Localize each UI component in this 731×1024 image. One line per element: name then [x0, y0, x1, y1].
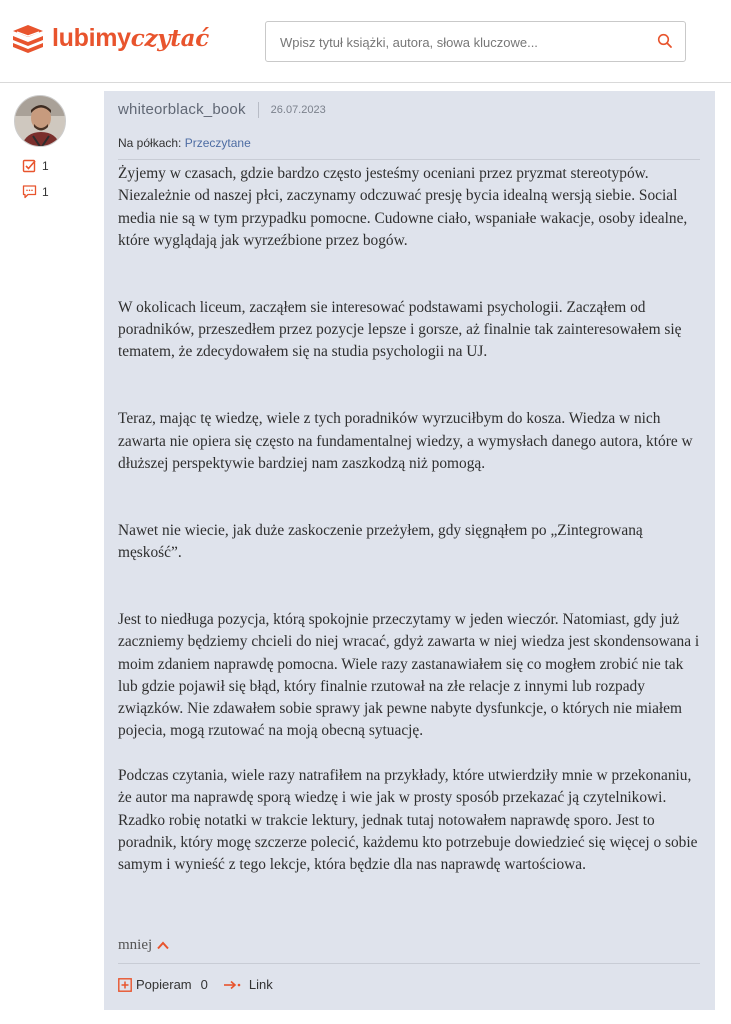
- plus-box-icon: [118, 978, 132, 992]
- review-paragraph: Żyjemy w czasach, gdzie bardzo często jesteśmy oceniani przez pryzmat stereotypów. Niezależnie od naszej płci, zaczynamy odczuwać presję bycia idealną wersją siebie. Social media nie są w tym przypadku pomocne. Cudowne ciało, wspaniałe wakacje, osoby idealne, które wyglądają jak wyrzeźbione przez bogów.: [118, 165, 688, 249]
- stat-read-books[interactable]: [22, 158, 49, 173]
- search-icon[interactable]: [657, 33, 673, 49]
- collapse-label: mniej: [118, 937, 153, 953]
- support-button[interactable]: [118, 977, 192, 992]
- logo-text-part1: lubimy: [52, 23, 131, 52]
- checkbox-icon: [22, 158, 37, 173]
- stat-comment-count: 1: [42, 184, 49, 199]
- site-header: [0, 0, 731, 83]
- support-count: 0: [200, 977, 208, 992]
- shelf-info: [118, 136, 251, 150]
- logo-text: [52, 24, 209, 53]
- meta-divider: [258, 102, 259, 118]
- avatar-image: [15, 96, 66, 147]
- link-button[interactable]: [223, 977, 273, 992]
- chevron-up-icon: [157, 941, 169, 950]
- review-paragraph: Jest to niedługa pozycja, którą spokojnie przeczytamy w jeden wieczór. Natomiast, gdy już zaczniemy będziemy chcieli do niej wracać, gdyż zawarta w niej wiedza jest skondensowana i moim zdaniem naprawdę pomocna. Wiele razy zastanawiałem się co mogłem zrobić nie tak lub gdzie pojawił się błąd, który finalnie rzutował na złe relacje z innymi lub rozpady związków. Nie zdawałem sobie sprawy jak pewne nabyte dysfunkcje, o których nie miałem pojecia, mogą rzutować na moją obecną sytuację.: [118, 610, 700, 740]
- logo-text-part2: czytać: [130, 24, 209, 52]
- search-input[interactable]: [278, 22, 642, 63]
- stat-read-count: 1: [42, 158, 49, 173]
- shelf-label: Na półkach:: [118, 136, 182, 150]
- review-date: 26.07.2023: [270, 103, 326, 116]
- review-username[interactable]: whiteorblack_book: [118, 101, 246, 118]
- user-avatar[interactable]: [14, 95, 66, 147]
- comment-icon: [22, 184, 37, 199]
- review-meta: [118, 101, 326, 118]
- site-logo[interactable]: [10, 22, 209, 54]
- collapse-toggle[interactable]: [118, 937, 169, 954]
- review-paragraph: Teraz, mając tę wiedzę, wiele z tych poradników wyrzuciłbym do kosza. Wiedza w nich zawarta nie opiera się często na fundamentalnej wiedzy, a wymysłach danego autora, które w dłuższej perspektywie bardziej nam zaszkodzą niż pomogą.: [118, 410, 693, 472]
- review-text: [118, 163, 702, 877]
- review-card: [104, 91, 715, 1010]
- review-actions: [118, 977, 273, 992]
- review-paragraph: Nawet nie wiecie, jak duże zaskoczenie przeżyłem, gdy sięgnąłem po „Zintegrowaną męskość”.: [118, 521, 643, 562]
- review-paragraph: W okolicach liceum, zacząłem sie interesować podstawami psychologii. Zacząłem od poradników, przeszedłem przez pozycje lepsze i gorsze, aż finalnie tak zainteresowałem się tematem, że zdecydowałem się na studia psychologii na UJ.: [118, 298, 682, 361]
- stat-comments[interactable]: [22, 184, 49, 199]
- search-box: [265, 21, 686, 62]
- book-stack-logo-icon: [10, 22, 46, 54]
- support-label: Popieram: [136, 977, 192, 992]
- link-label: Link: [248, 977, 273, 992]
- shelf-link[interactable]: Przeczytane: [184, 136, 251, 150]
- divider: [118, 159, 700, 160]
- arrow-right-icon: [223, 980, 243, 990]
- divider: [118, 963, 700, 964]
- review-paragraph: Podczas czytania, wiele razy natrafiłem na przykłady, które utwierdziły mnie w przekonaniu, że autor ma naprawdę sporą wiedzę i wie jak w prosty sposób przekazać ją czytelnikowi. Rzadko robię notatki w trakcie lektury, jednak tutaj notowałem naprawdę sporo. Jest to poradnik, który mogę szczerze polecić, każdemu kto potrzebuje dowiedzieć się więcej o sobie samym i wynieść z tego lekcje, która będzie dla nas naprawdę wartościowa.: [118, 767, 698, 874]
